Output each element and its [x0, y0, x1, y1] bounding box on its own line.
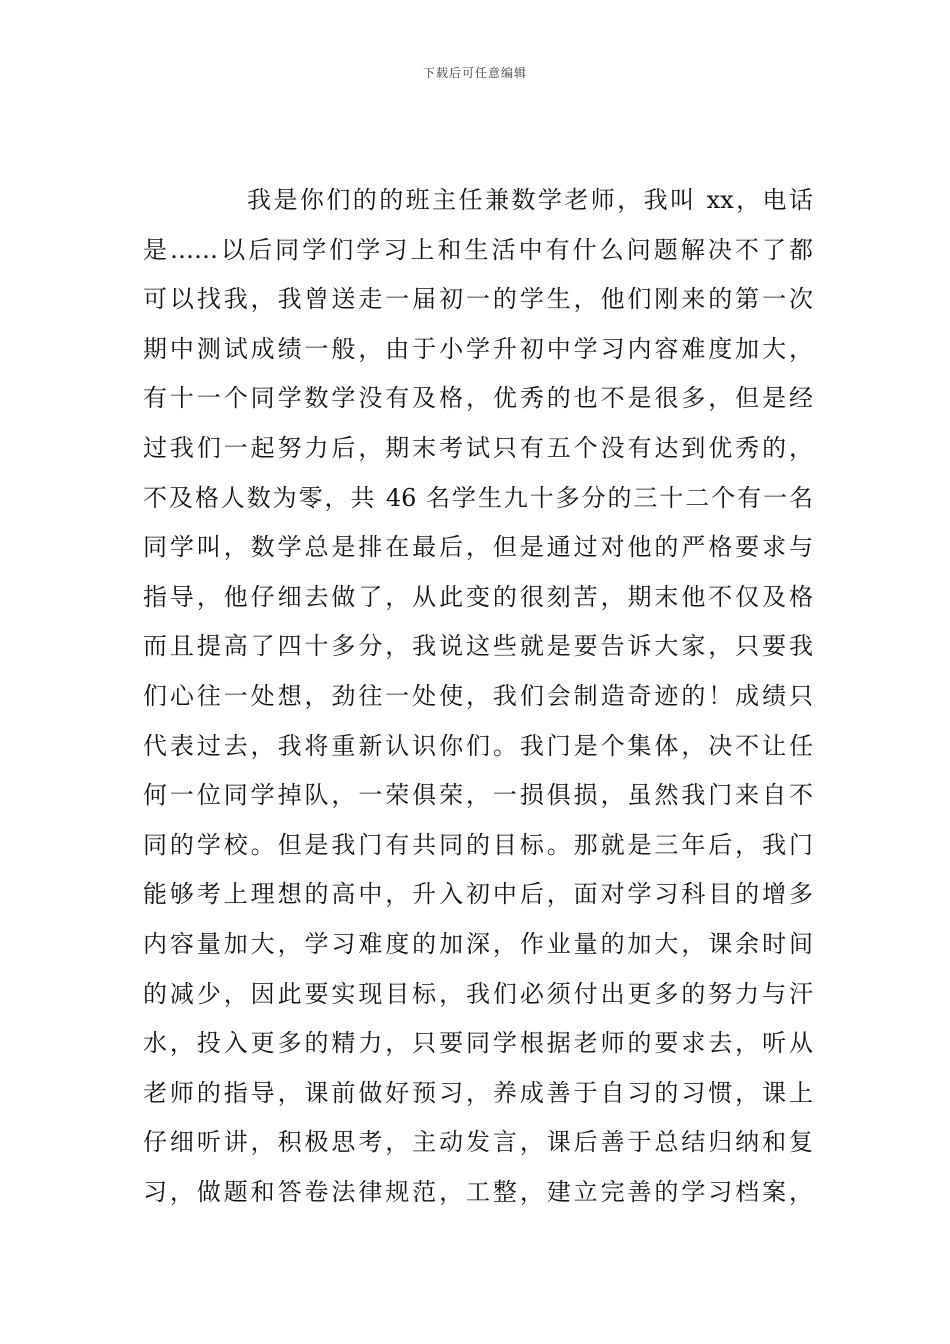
text-line: 指导，他仔细去做了，从此变的很刻苦，期末他不仅及格 [143, 582, 813, 611]
text-line: 何一位同学掉队，一荣俱荣，一损俱损，虽然我门来自不 [143, 781, 813, 810]
text-line: 可以找我，我曾送走一届初一的学生，他们刚来的第一次 [143, 285, 813, 314]
text-line: 期中测试成绩一般，由于小学升初中学习内容难度加大， [143, 334, 813, 363]
text-line: 习，做题和答卷法律规范，工整，建立完善的学习档案， [143, 1177, 813, 1206]
text-line: 同学叫，数学总是排在最后，但是通过对他的严格要求与 [143, 533, 813, 562]
text-line: 水，投入更多的精力，只要同学根据老师的要求去，听从 [143, 1029, 813, 1058]
text-line: 仔细听讲，积极思考，主动发言，课后善于总结归纳和复 [143, 1128, 813, 1157]
text-line: 的减少，因此要实现目标，我们必须付出更多的努力与汗 [143, 979, 813, 1008]
text-line: 是……以后同学们学习上和生活中有什么问题解决不了都 [143, 235, 813, 264]
text-line: 我是你们的的班主任兼数学老师，我叫 xx，电话 [247, 186, 813, 214]
text-line: 们心往一处想，劲往一处使，我们会制造奇迹的！成绩只 [143, 681, 813, 710]
text-line: 不及格人数为零，共 46 名学生九十多分的三十二个有一名 [143, 483, 813, 512]
page-header: 下载后可任意编辑 [422, 66, 527, 80]
text-line: 同的学校。但是我门有共同的目标。那就是三年后，我门 [143, 830, 813, 859]
text-line: 能够考上理想的高中，升入初中后，面对学习科目的增多 [143, 880, 813, 909]
text-line: 而且提高了四十多分，我说这些就是要告诉大家，只要我 [143, 632, 813, 661]
text-line: 代表过去，我将重新认识你们。我门是个集体，决不让任 [143, 731, 813, 760]
text-line: 有十一个同学数学没有及格，优秀的也不是很多，但是经 [143, 384, 813, 413]
text-line: 内容量加大，学习难度的加深，作业量的加大，课余时间 [143, 929, 813, 958]
text-line: 过我们一起努力后，期末考试只有五个没有达到优秀的， [143, 433, 813, 462]
text-line: 老师的指导，课前做好预习，养成善于自习的习惯，课上 [143, 1078, 813, 1107]
body-paragraph [143, 176, 813, 1217]
